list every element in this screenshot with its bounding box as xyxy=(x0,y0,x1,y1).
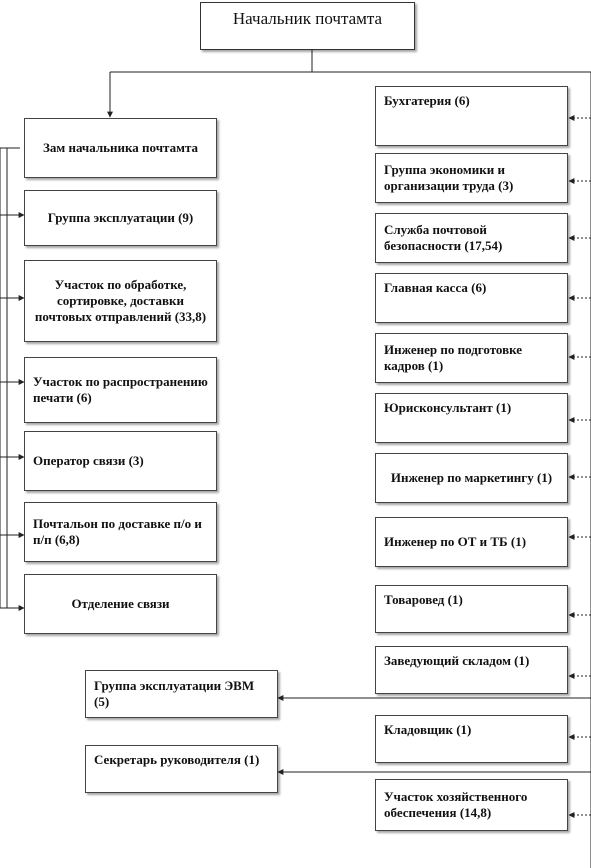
box-press xyxy=(24,357,217,423)
box-processing xyxy=(24,260,217,342)
box-deputy-label: Зам начальника почтамта xyxy=(42,140,198,155)
box-marketing-label: Инженер по маркетингу (1) xyxy=(390,470,553,485)
box-merch xyxy=(375,585,568,633)
box-cash-label: Главная касса (6) xyxy=(384,280,487,295)
box-maintenance-label: Участок хозяйственного обеспечения (14,8) xyxy=(384,789,528,820)
title-label: Начальник почтамта xyxy=(232,9,383,28)
box-security-label: Служба почтовой безопасности (17,54) xyxy=(384,222,503,253)
box-storekeeper-label: Кладовщик (1) xyxy=(384,722,472,737)
box-operator-label: Оператор связи (3) xyxy=(33,453,144,468)
box-training-label: Инженер по подготовке кадров (1) xyxy=(384,342,523,373)
box-marketing xyxy=(375,453,568,503)
box-maintenance xyxy=(375,779,568,831)
box-legal-label: Юрисконсультант (1) xyxy=(384,400,512,415)
box-secretary xyxy=(85,745,278,793)
box-safety xyxy=(375,517,568,567)
box-security xyxy=(375,213,568,263)
box-merch-label: Товаровед (1) xyxy=(384,592,463,607)
box-deputy xyxy=(24,118,217,178)
box-warehouse-head xyxy=(375,646,568,694)
box-press-label: Участок по распространению печати (6) xyxy=(33,374,208,405)
box-secretary-label: Секретарь руководителя (1) xyxy=(94,752,260,767)
title-box xyxy=(200,2,415,50)
box-economics xyxy=(375,153,568,203)
box-legal xyxy=(375,393,568,443)
box-computing-label: Группа эксплуатации ЭВМ (5) xyxy=(94,678,255,709)
box-ops-group-label: Группа эксплуатации (9) xyxy=(47,210,194,225)
box-economics-label: Группа экономики и организации труда (3) xyxy=(384,162,514,193)
box-warehouse-head-label: Заведующий складом (1) xyxy=(384,653,530,668)
box-accounting xyxy=(375,86,568,146)
box-postman-label: Почтальон по доставке п/о и п/п (6,8) xyxy=(33,516,202,547)
box-ops-group xyxy=(24,190,217,246)
box-training xyxy=(375,333,568,383)
box-processing-label: Участок по обработке, сортировке, доставки почтовых отправлений (33,8) xyxy=(34,277,207,324)
box-accounting-label: Бухгатерия (6) xyxy=(384,93,470,108)
box-safety-label: Инженер по ОТ и ТБ (1) xyxy=(384,534,527,549)
box-postman xyxy=(24,502,217,562)
box-branch xyxy=(24,574,217,634)
box-cash xyxy=(375,273,568,323)
box-storekeeper xyxy=(375,715,568,763)
box-operator xyxy=(24,431,217,491)
box-computing xyxy=(85,670,278,718)
box-branch-label: Отделение связи xyxy=(71,596,170,611)
